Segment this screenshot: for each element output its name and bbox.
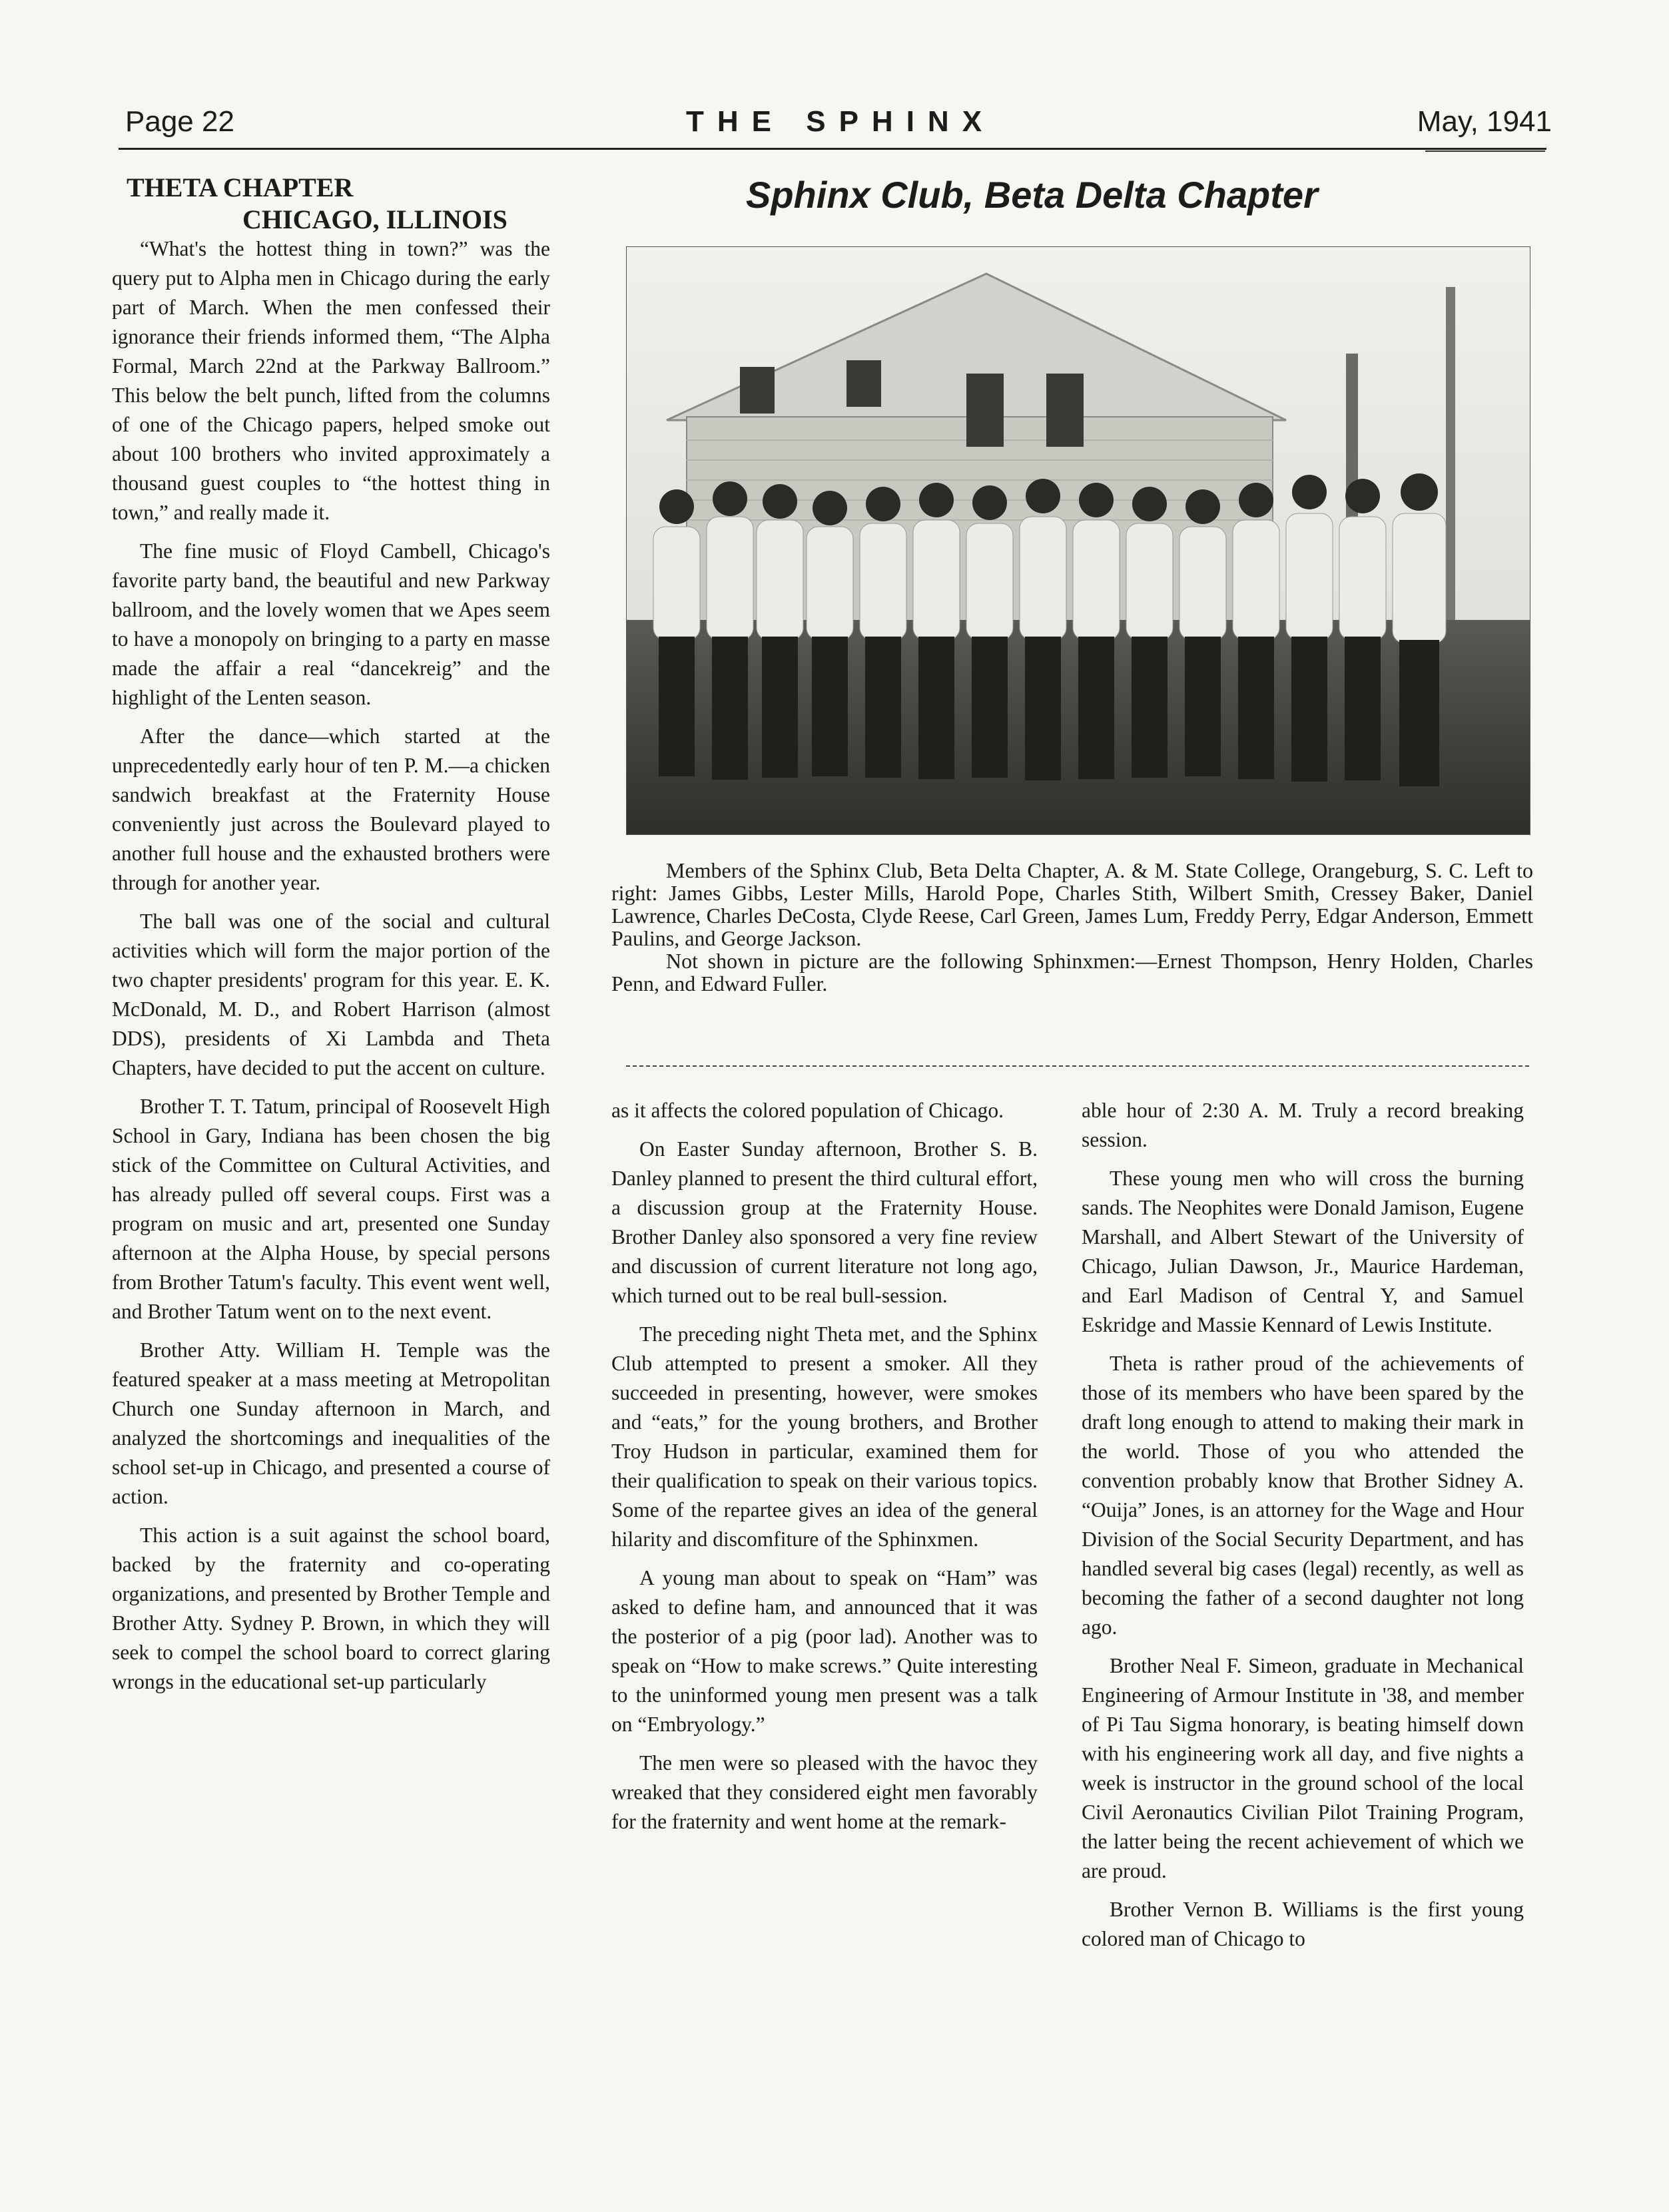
page-number: Page 22 (125, 105, 234, 138)
article-heading-chapter: THETA CHAPTER (127, 172, 354, 202)
article-paragraph: The ball was one of the social and cultural activities which will form the major portion of the two chapter presidents' program for this year. E. K. McDonald, M. D., and Robert Harrison (almost DDS), presidents of Xi Lambda and Theta Chapters, have decided to put the accent on culture. (112, 910, 550, 1079)
article-paragraph: The preceding night Theta met, and the Sphinx Club attempted to present a smoker. All they succeeded in presenting, however, were smokes and “eats,” for the young brothers, and Brother Troy Hudson in particular, examined them for their qualification to speak on their various topics. Some of the repartee gives an idea of the general hilarity and discomfiture of the Sphinxmen. (611, 1322, 1038, 1551)
article-paragraph: On Easter Sunday afternoon, Brother S. B. Danley planned to present the third cultural effort, a discussion group at the Fraternity House. Brother Danley also sponsored a very fine review and discussion of current literature not long ago, which turned out to be real bull-session. (611, 1137, 1038, 1307)
article-paragraph: Theta is rather proud of the achievements of those of its members who have been spared by the draft long enough to attend to making their mark in the world. Those of you who attended the convention probably know that Brother Sidney A. “Ouija” Jones, is an attorney for the Wage and Hour Division of the Social Security Department, and has handled several big cases (legal) recently, as well as becoming the father of a second daughter not long ago. (1082, 1352, 1524, 1639)
article-heading (127, 172, 553, 236)
caption-members: Members of the Sphinx Club, Beta Delta Chapter, A. & M. State College, Orangeburg, S. C. Left to right: James Gibbs, Lester Mills, Harold Pope, Charles Stith, Wilbert Smith, Cressey Baker, Daniel Lawrence, Charles DeCosta, Clyde Reese, Carl Green, James Lum, Freddy Perry, Edgar Anderson, Emmett Paulins, and George Jackson. (611, 858, 1533, 950)
article-paragraph: After the dance—which started at the unprecedentedly early hour of ten P. M.—a chicken sandwich breakfast at the Fraternity House conveniently just across the Boulevard played to another full house and the exhausted brothers were through for another year. (112, 724, 550, 894)
article-heading-city: CHICAGO, ILLINOIS (242, 204, 507, 234)
group-photo-illustration (627, 247, 1530, 834)
header-rule-accent (1425, 150, 1545, 152)
article-paragraph: Brother Neal F. Simeon, graduate in Mechanical Engineering of Armour Institute in '38, and member of Pi Tau Sigma honorary, is beating himself down with his engineering work all day, and five nights a week is instructor in the ground school of the local Civil Aeronautics Civilian Pilot Training Program, the latter being the recent achievement of which we are proud. (1082, 1654, 1524, 1882)
header-rule (119, 148, 1546, 150)
group-photo (626, 246, 1530, 835)
article-paragraph: The fine music of Floyd Cambell, Chicago's favorite party band, the beautiful and new Parkway ballroom, and the lovely women that we Apes seem to have a monopoly on bringing to a party en masse made the affair a real “dancekreig” and the highlight of the Lenten season. (112, 539, 550, 709)
article-paragraph: The men were so pleased with the havoc they wreaked that they considered eight men favorably for the fraternity and went home at the remark- (611, 1751, 1038, 1833)
section-divider (626, 1065, 1529, 1067)
article-paragraph: These young men who will cross the burning sands. The Neophites were Donald Jamison, Eugene Marshall, and Albert Stewart of the University of Chicago, Julian Dawson, Jr., Maurice Hardeman, and Earl Madison of Central Y, and Samuel Eskridge and Massie Kennard of Lewis Institute. (1082, 1167, 1524, 1336)
publication-title: THE SPHINX (686, 105, 996, 138)
article-paragraph: Brother Vernon B. Williams is the first young colored man of Chicago to (1082, 1898, 1524, 1950)
issue-date: May, 1941 (1417, 105, 1552, 138)
page-header (120, 105, 1552, 145)
right-column (1082, 1096, 1524, 1963)
article-paragraph: Brother T. T. Tatum, principal of Roosevelt High School in Gary, Indiana has been chosen the big stick of the Committee on Cultural Activities, and has already pulled off several coups. First was a program on music and art, presented one Sunday afternoon at the Alpha House, by special persons from Brother Tatum's faculty. This event went well, and Brother Tatum went on to the next event. (112, 1095, 550, 1323)
middle-column (611, 1096, 1038, 1846)
article-paragraph: as it affects the colored population of Chicago. (611, 1099, 1004, 1122)
article-paragraph: able hour of 2:30 A. M. Truly a record breaking session. (1082, 1099, 1524, 1151)
caption-not-shown: Not shown in picture are the following Sphinxmen:—Ernest Thompson, Henry Holden, Charles Penn, and Edward Fuller. (611, 949, 1533, 995)
article-paragraph: “What's the hottest thing in town?” was the query put to Alpha men in Chicago during the early part of March. When the men confessed their ignorance their friends informed them, “The Alpha Formal, March 22nd at the Parkway Ballroom.” This below the belt punch, lifted from the columns of one of the Chicago papers, helped smoke out about 100 brothers who invited approximately a thousand guest couples to “the hottest thing in town,” and really made it. (112, 237, 550, 524)
article-paragraph: A young man about to speak on “Ham” was asked to define ham, and announced that it was the posterior of a pig (poor lad). Another was to speak on “How to make screws.” Quite interesting to the uninformed young men present was a talk on “Embryology.” (611, 1566, 1038, 1736)
feature-title: Sphinx Club, Beta Delta Chapter (746, 174, 1318, 216)
article-paragraph: Brother Atty. William H. Temple was the featured speaker at a mass meeting at Metropolitan Church one Sunday afternoon in March, and analyzed the shortcomings and inequalities of the school set-up in Chicago, and presented a course of action. (112, 1338, 550, 1508)
photo-caption (611, 859, 1533, 995)
left-column (112, 234, 550, 1706)
article-paragraph: This action is a suit against the school board, backed by the fraternity and co-operating organizations, and presented by Brother Temple and Brother Atty. Sydney P. Brown, in which they will seek to compel the school board to correct glaring wrongs in the educational set-up particularly (112, 1523, 550, 1693)
